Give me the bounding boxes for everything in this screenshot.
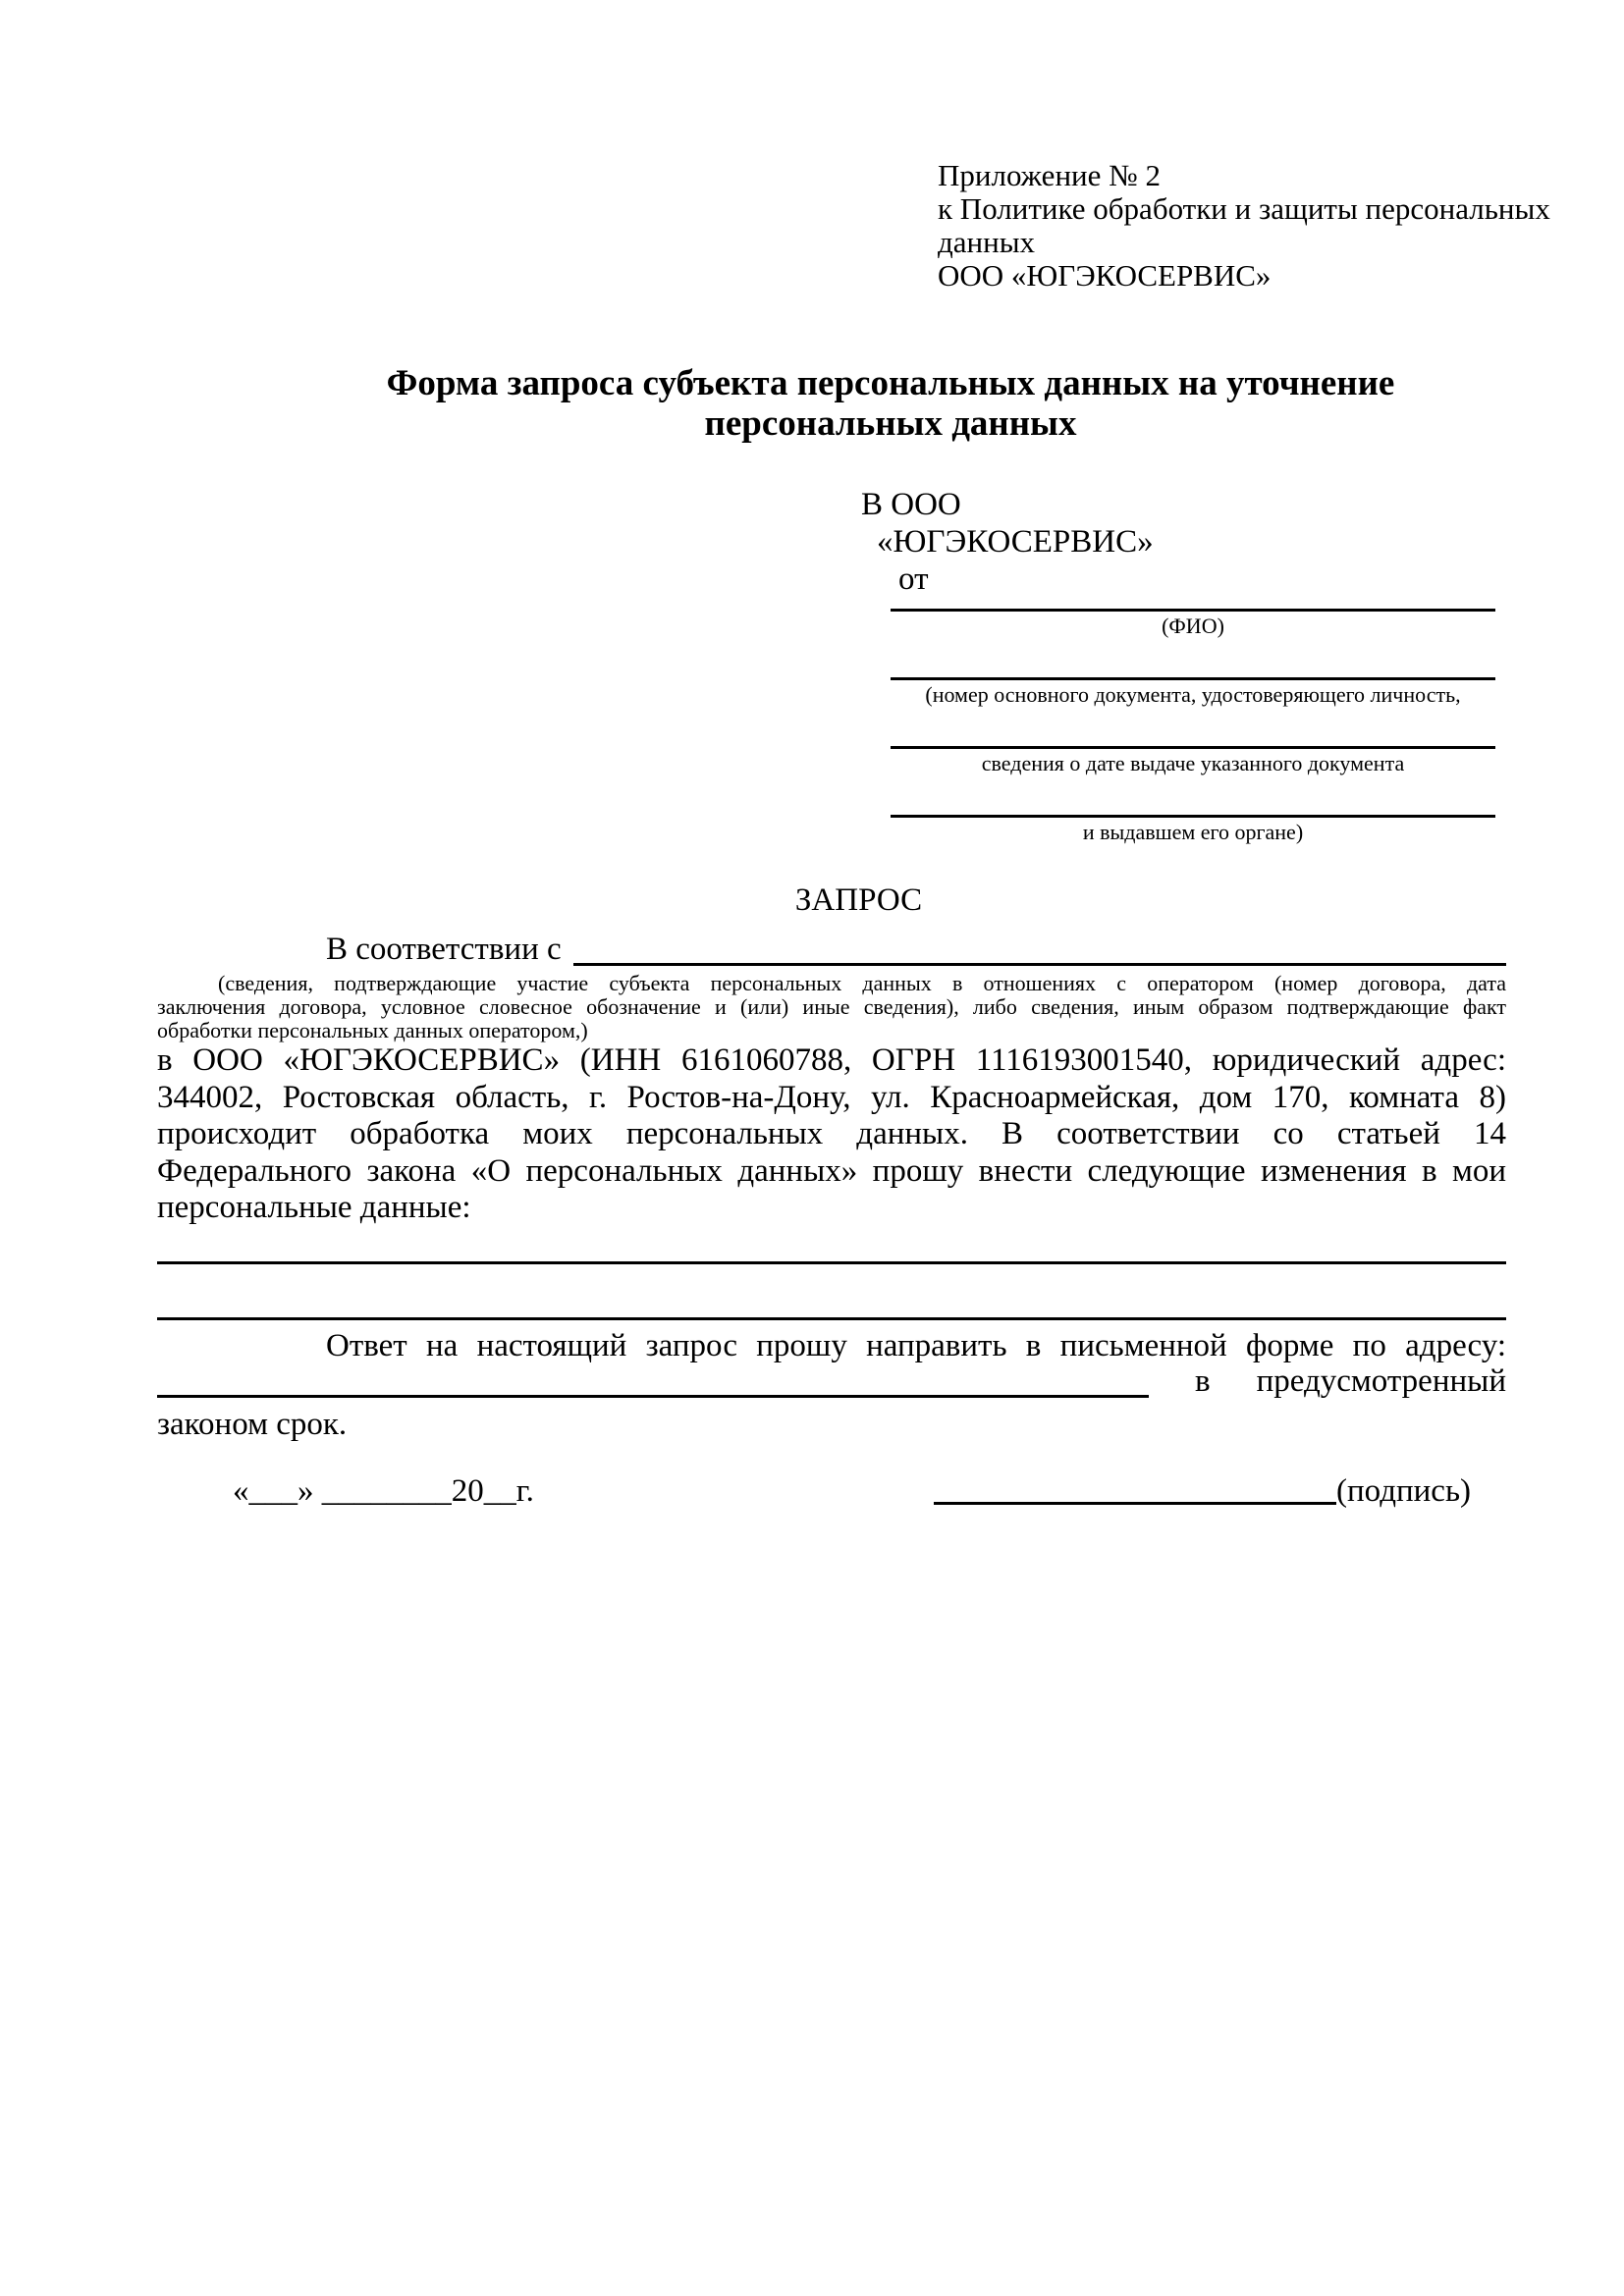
- body-line: Федерального закона «О персональных данных» прошу внести следующие изменения в мои: [157, 1152, 1506, 1189]
- changes-input-line-2[interactable]: [157, 1317, 1506, 1320]
- addressee-block: [861, 486, 1495, 847]
- reply-address-row: [157, 1363, 1506, 1399]
- issue-date-field: [891, 710, 1495, 778]
- reply-word: предусмотренный: [1256, 1363, 1506, 1399]
- body-line: в ООО «ЮГЭКОСЕРВИС» (ИНН 6161060788, ОГРН 1116193001540, юридический адрес:: [157, 1042, 1506, 1078]
- basis-prefix: В соответствии с: [326, 932, 562, 967]
- page-title-line: Форма запроса субъекта персональных данных на уточнение: [386, 363, 1395, 403]
- address-input-line[interactable]: [157, 1370, 1149, 1398]
- signature-group: [934, 1472, 1471, 1510]
- date-input-line[interactable]: «___» ________20__г.: [233, 1473, 534, 1509]
- appendix-header: [938, 159, 1550, 293]
- appendix-line: ООО «ЮГЭКОСЕРВИС»: [938, 258, 1272, 293]
- footnote-line: обработки персональных данных оператором,): [157, 1018, 588, 1042]
- reply-line: Ответ на настоящий запрос прошу направить в письменной форме по адресу:: [326, 1328, 1506, 1363]
- page-title-line: персональных данных: [704, 403, 1077, 444]
- changes-input-line-1[interactable]: [157, 1261, 1506, 1264]
- fio-field: [891, 598, 1495, 641]
- signoff-row: [157, 1472, 1506, 1510]
- issue-date-input-line[interactable]: [891, 710, 1495, 749]
- issue-date-caption: сведения о дате выдаче указанного документа: [981, 751, 1405, 775]
- addressee-company-line-2: «ЮГЭКОСЕРВИС»: [877, 524, 1154, 560]
- issuing-authority-input-line[interactable]: [891, 778, 1495, 818]
- footnote-line: заключения договора, условное словесное обозначение и (или) иные сведения), либо сведения, иным образом подтверждающие факт: [157, 994, 1506, 1019]
- basis-input-line[interactable]: [573, 931, 1506, 966]
- fio-caption: (ФИО): [1162, 614, 1224, 638]
- doc-number-field: [891, 641, 1495, 710]
- basis-line: [157, 931, 1506, 968]
- fio-input-line[interactable]: [891, 598, 1495, 612]
- signature-input-line[interactable]: [934, 1475, 1336, 1505]
- footnote-line: (сведения, подтверждающие участие субъекта персональных данных в отношениях с оператором (номер договора, дата: [218, 971, 1506, 995]
- reply-paragraph: [157, 1327, 1506, 1443]
- appendix-line: к Политике обработки и защиты персональных: [938, 191, 1550, 226]
- doc-number-input-line[interactable]: [891, 641, 1495, 680]
- body-line: 344002, Ростовская область, г. Ростов-на-Дону, ул. Красноармейская, дом 170, комната 8): [157, 1079, 1506, 1115]
- addressee-company-line-1: В ООО: [861, 487, 961, 522]
- addressee-from-label: от: [898, 561, 929, 597]
- request-body: [157, 1042, 1506, 1227]
- appendix-line: Приложение № 2: [938, 158, 1161, 192]
- reply-word: в: [1195, 1363, 1211, 1399]
- body-line: происходит обработка моих персональных данных. В соответствии со статьей 14: [157, 1116, 1506, 1151]
- basis-footnote: [157, 972, 1506, 1042]
- appendix-line: данных: [938, 225, 1036, 259]
- doc-number-caption: (номер основного документа, удостоверяющего личность,: [925, 682, 1461, 707]
- request-heading: ЗАПРОС: [794, 882, 923, 918]
- reply-closing: законом срок.: [157, 1407, 348, 1442]
- body-line: персональные данные:: [157, 1190, 471, 1225]
- issuing-authority-field: [891, 778, 1495, 847]
- issuing-authority-caption: и выдавшем его органе): [1082, 820, 1304, 844]
- page-title: [157, 363, 1506, 444]
- signature-caption: (подпись): [1336, 1473, 1471, 1509]
